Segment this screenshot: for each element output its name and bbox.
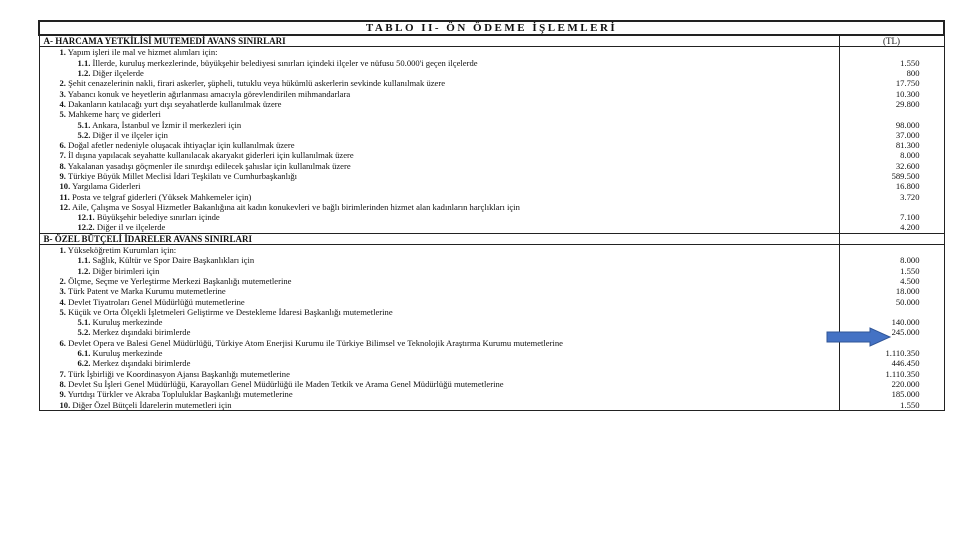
- row-value: [839, 307, 944, 317]
- row-text: Yakalanan yasadışı göçmenler ile sınırdışı edilecek şahıslar için kullanılmak üzere: [67, 160, 351, 171]
- row-label: [39, 255, 839, 265]
- row-value: 1.550: [839, 266, 944, 276]
- row-number: 7.: [59, 150, 66, 161]
- row-number: 12.: [59, 201, 71, 212]
- row-text: Sağlık, Kültür ve Spor Daire Başkanlıkları için: [92, 255, 255, 266]
- row-value: 245.000: [839, 327, 944, 337]
- row-label: [39, 399, 839, 410]
- table-row: [39, 212, 944, 222]
- row-value: [839, 47, 944, 58]
- table-row: [39, 181, 944, 191]
- table-row: [39, 68, 944, 78]
- row-number: 8.: [59, 378, 66, 389]
- row-text: Merkez dışındaki birimlerde: [92, 358, 191, 369]
- row-text: Posta ve telgraf giderleri (Yüksek Mahkemeler için): [71, 191, 252, 202]
- row-text: Diğer il ve ilçelerde: [96, 222, 166, 233]
- row-label: [39, 202, 839, 212]
- row-text: Devlet Opera ve Balesi Genel Müdürlüğü, Türkiye Atom Enerjisi Kurumu ile Türkiye Bilimsel ve Teknolojik Araştırma Kurumu mutemetlerine: [68, 337, 563, 348]
- row-label: [39, 317, 839, 327]
- row-value: 446.450: [839, 358, 944, 368]
- row-number: 10.: [59, 399, 71, 410]
- row-number: 1.1.: [77, 57, 91, 68]
- row-number: 6.: [59, 140, 66, 151]
- row-label: [39, 348, 839, 358]
- row-number: 12.2.: [77, 222, 95, 233]
- document-page: [38, 20, 943, 411]
- row-number: 5.2.: [77, 327, 91, 338]
- row-number: 1.2.: [77, 265, 91, 276]
- row-value: 4.500: [839, 276, 944, 286]
- row-number: 9.: [59, 389, 66, 400]
- row-label: [39, 266, 839, 276]
- row-label: [39, 307, 839, 317]
- row-label: [39, 286, 839, 296]
- table-row: [39, 389, 944, 399]
- table-row: [39, 140, 944, 150]
- row-label: [39, 181, 839, 191]
- row-label: [39, 171, 839, 181]
- row-text: Büyükşehir belediye sınırları içinde: [96, 212, 220, 223]
- table-row: [39, 276, 944, 286]
- row-number: 5.1.: [77, 317, 91, 328]
- row-label: [39, 99, 839, 109]
- section-unit: (TL): [839, 35, 944, 47]
- section-header-row: [39, 233, 944, 244]
- row-text: Küçük ve Orta Ölçekli İşletmeleri Geliştirme ve Destekleme İdaresi Başkanlığı mutemetlerine: [68, 306, 393, 317]
- row-number: 7.: [59, 368, 66, 379]
- row-label: [39, 119, 839, 129]
- advance-limits-table: [38, 20, 945, 411]
- row-label: [39, 244, 839, 255]
- row-number: 8.: [59, 160, 66, 171]
- table-row: [39, 255, 944, 265]
- row-label: [39, 78, 839, 88]
- row-value: 29.800: [839, 99, 944, 109]
- row-number: 1.1.: [77, 255, 91, 266]
- row-label: [39, 212, 839, 222]
- row-label: [39, 296, 839, 306]
- row-number: 6.: [59, 337, 66, 348]
- row-text: Yurtdışı Türkler ve Akraba Topluluklar Başkanlığı mutemetlerine: [67, 389, 293, 400]
- row-number: 3.: [59, 286, 66, 297]
- row-number: 3.: [59, 88, 66, 99]
- row-text: Yapım işleri ile mal ve hizmet alımları için:: [67, 47, 218, 58]
- row-value: 32.600: [839, 161, 944, 171]
- table-row: [39, 78, 944, 88]
- table-row: [39, 222, 944, 233]
- row-number: 5.1.: [77, 119, 91, 130]
- table-title: TABLO II- ÖN ÖDEME İŞLEMLERİ: [39, 21, 944, 35]
- table-row: [39, 202, 944, 212]
- row-label: [39, 276, 839, 286]
- section-unit: [839, 233, 944, 244]
- row-text: Diğer il ve ilçeler için: [92, 129, 168, 140]
- row-text: İllerde, kuruluş merkezlerinde, büyükşehir belediyesi sınırları içindeki ilçeler ve nüfusu 50.000'i geçen ilçelerde: [92, 57, 478, 68]
- row-value: 37.000: [839, 130, 944, 140]
- row-text: Merkez dışındaki birimlerde: [92, 327, 191, 338]
- row-number: 12.1.: [77, 212, 95, 223]
- row-label: [39, 140, 839, 150]
- table-row: [39, 161, 944, 171]
- row-text: Mahkeme harç ve giderleri: [68, 109, 161, 120]
- row-value: 18.000: [839, 286, 944, 296]
- row-label: [39, 150, 839, 160]
- table-row: [39, 266, 944, 276]
- table-row: [39, 191, 944, 201]
- row-text: Devlet Tiyatroları Genel Müdürlüğü mutemetlerine: [68, 296, 245, 307]
- row-number: 4.: [59, 98, 66, 109]
- row-label: [39, 358, 839, 368]
- row-value: 589.500: [839, 171, 944, 181]
- row-text: Doğal afetler nedeniyle oluşacak ihtiyaçlar için kullanılmak üzere: [68, 140, 295, 151]
- row-text: Yabancı konuk ve heyetlerin ağırlanması amacıyla görevlendirilen mihmandarlara: [67, 88, 351, 99]
- row-label: [39, 68, 839, 78]
- table-row: [39, 171, 944, 181]
- row-text: Devlet Su İşleri Genel Müdürlüğü, Karayolları Genel Müdürlüğü ile Maden Tetkik ve Arama Genel Müdürlüğü mutemetlerine: [68, 378, 504, 389]
- row-number: 5.: [59, 306, 66, 317]
- row-value: [839, 202, 944, 212]
- right-arrow-icon: [826, 327, 892, 347]
- row-value: 81.300: [839, 140, 944, 150]
- row-number: 6.2.: [77, 358, 91, 369]
- table-row: [39, 338, 944, 348]
- table-row: [39, 47, 944, 58]
- row-label: [39, 338, 839, 348]
- row-value: 7.100: [839, 212, 944, 222]
- row-number: 10.: [59, 181, 71, 192]
- row-number: 2.: [59, 275, 66, 286]
- table-row: [39, 296, 944, 306]
- row-number: 11.: [59, 191, 70, 202]
- table-row: [39, 119, 944, 129]
- row-label: [39, 109, 839, 119]
- row-value: 17.750: [839, 78, 944, 88]
- row-text: Aile, Çalışma ve Sosyal Hizmetler Bakanlığına ait kadın konukevleri ve bağlı birimlerinden hizmet alan kadınların harçlıkları için: [71, 201, 520, 212]
- row-label: [39, 369, 839, 379]
- row-value: 140.000: [839, 317, 944, 327]
- row-number: 1.: [59, 47, 66, 58]
- table-title-row: [39, 21, 944, 35]
- row-text: Diğer Özel Bütçeli İdarelerin mutemetleri için: [72, 399, 232, 410]
- table-row: [39, 109, 944, 119]
- row-value: 50.000: [839, 296, 944, 306]
- row-value: 10.300: [839, 88, 944, 98]
- table-row: [39, 379, 944, 389]
- row-value: 16.800: [839, 181, 944, 191]
- row-value: [839, 109, 944, 119]
- table-row: [39, 58, 944, 68]
- row-label: [39, 161, 839, 171]
- row-value: 8.000: [839, 255, 944, 265]
- table-row: [39, 399, 944, 410]
- table-row: [39, 369, 944, 379]
- section-heading: B- ÖZEL BÜTÇELİ İDARELER AVANS SINIRLARI: [39, 233, 839, 244]
- row-text: Türk İşbirliği ve Koordinasyon Ajansı Başkanlığı mutemetlerine: [67, 368, 290, 379]
- row-text: Kuruluş merkezinde: [92, 348, 163, 359]
- row-label: [39, 191, 839, 201]
- table-row: [39, 317, 944, 327]
- row-label: [39, 379, 839, 389]
- section-heading: A- HARCAMA YETKİLİSİ MUTEMEDİ AVANS SINIRLARI: [39, 35, 839, 47]
- row-value: [839, 244, 944, 255]
- row-number: 1.2.: [77, 68, 91, 79]
- row-number: 2.: [59, 78, 66, 89]
- row-text: Diğer birimleri için: [92, 265, 160, 276]
- row-text: Türkiye Büyük Millet Meclisi İdari Teşkilatı ve Cumhurbaşkanlığı: [67, 171, 298, 181]
- row-number: 5.2.: [77, 129, 91, 140]
- row-value: 8.000: [839, 150, 944, 160]
- table-row: [39, 130, 944, 140]
- row-text: Diğer ilçelerde: [92, 68, 144, 79]
- row-value: 1.110.350: [839, 348, 944, 358]
- row-value: 800: [839, 68, 944, 78]
- table-row: [39, 286, 944, 296]
- table-row: [39, 327, 944, 337]
- row-text: Türk Patent ve Marka Kurumu mutemetlerine: [67, 286, 226, 297]
- row-number: 4.: [59, 296, 66, 307]
- row-text: Dakanların katılacağı yurt dışı seyahatlerde kullanılmak üzere: [68, 98, 282, 109]
- row-value: 4.200: [839, 222, 944, 233]
- row-text: İl dışına yapılacak seyahatte kullanılacak akaryakıt giderleri için kullanılmak üzere: [68, 150, 354, 161]
- table-row: [39, 244, 944, 255]
- row-value: 3.720: [839, 191, 944, 201]
- section-header-row: [39, 35, 944, 47]
- row-text: Kuruluş merkezinde: [92, 317, 163, 328]
- table-row: [39, 307, 944, 317]
- row-number: 1.: [59, 245, 66, 256]
- table-row: [39, 99, 944, 109]
- table-row: [39, 150, 944, 160]
- row-label: [39, 130, 839, 140]
- row-text: Ankara, İstanbul ve İzmir il merkezleri için: [92, 119, 242, 130]
- row-text: Ölçme, Seçme ve Yerleştirme Merkezi Başkanlığı mutemetlerine: [68, 275, 292, 286]
- row-label: [39, 58, 839, 68]
- row-text: Yargılama Giderleri: [72, 181, 141, 192]
- row-label: [39, 88, 839, 98]
- table-row: [39, 348, 944, 358]
- row-value: 1.110.350: [839, 369, 944, 379]
- row-value: 220.000: [839, 379, 944, 389]
- row-label: [39, 47, 839, 58]
- row-label: [39, 327, 839, 337]
- row-value: 1.550: [839, 58, 944, 68]
- row-value: 1.550: [839, 399, 944, 410]
- row-number: 6.1.: [77, 348, 91, 359]
- row-text: Şehit cenazelerinin nakli, firari askerler, şüpheli, tutuklu veya hükümlü askerlerin sevkinde kullanılmak üzere: [68, 78, 446, 89]
- row-value: 185.000: [839, 389, 944, 399]
- row-label: [39, 389, 839, 399]
- row-text: Yükseköğretim Kurumları için:: [67, 245, 177, 256]
- row-value: 98.000: [839, 119, 944, 129]
- table-row: [39, 358, 944, 368]
- row-number: 9.: [59, 171, 66, 181]
- table-row: [39, 88, 944, 98]
- row-number: 5.: [59, 109, 66, 120]
- row-label: [39, 222, 839, 233]
